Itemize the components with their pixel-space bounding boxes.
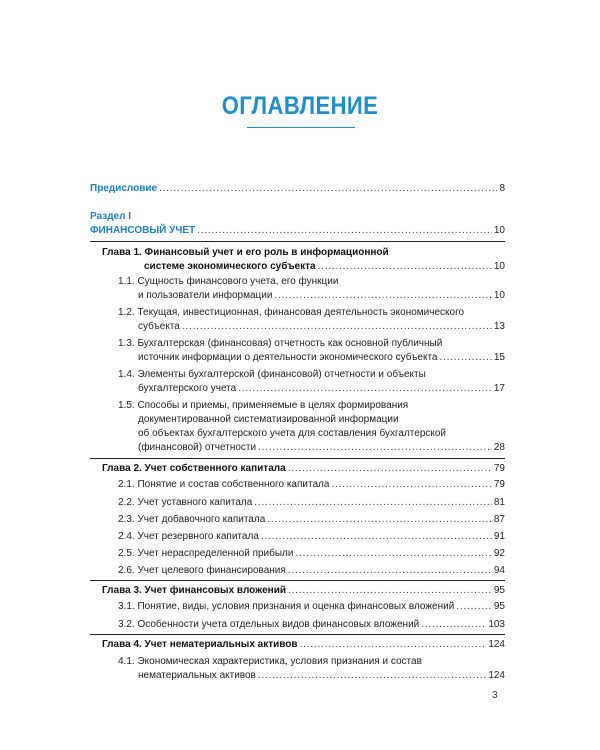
toc-entry-label: источник информации о деятельности экономического субъекта (138, 352, 438, 363)
toc-entry-1-5-line1[interactable]: 1.5. Способы и приемы, применяемые в целях формирования (118, 400, 409, 411)
toc-entry-label: 2.3. Учет добавочного капитала (118, 514, 266, 525)
separator-line (90, 458, 505, 459)
toc-page-number: 17 (493, 383, 505, 394)
toc-entry-1-1[interactable] (138, 289, 505, 302)
toc-entry-chapter-1[interactable] (144, 260, 505, 273)
chapter-1-title-line1[interactable]: Глава 1. Финансовый учет и его роль в информационной (102, 247, 389, 258)
toc-entry-3-1[interactable] (118, 600, 505, 613)
toc-page-number: 94 (493, 565, 505, 576)
toc-entry-2-2[interactable] (118, 496, 505, 509)
toc-entry-1-5[interactable] (138, 441, 505, 454)
toc-entry-1-3[interactable] (138, 351, 505, 364)
toc-entry-chapter-3[interactable] (102, 584, 505, 597)
toc-entry-1-1-line1[interactable]: 1.1. Сущность финансового учета, его функции (118, 276, 339, 287)
toc-page-number: 124 (488, 639, 505, 650)
toc-entry-label: (финансовой) отчетности (138, 442, 257, 453)
toc-entry-label: системе экономического субъекта (144, 261, 316, 272)
toc-page-number: 95 (493, 601, 505, 612)
toc-page-number: 95 (493, 585, 505, 596)
toc-entry-chapter-4[interactable] (102, 638, 505, 651)
dot-leader (318, 260, 492, 273)
toc-page-number: 81 (493, 497, 505, 508)
toc-page-number: 10 (493, 261, 505, 272)
toc-entry-label: 3.2. Особенности учета отдельных видов финансовых вложений (118, 619, 420, 630)
toc-page-number: 28 (493, 442, 505, 453)
toc-entry-section-1[interactable] (90, 224, 505, 237)
separator-line (90, 580, 505, 581)
dot-leader (238, 382, 492, 395)
toc-entry-label: 2.4. Учет резервного капитала (118, 531, 259, 542)
dot-leader (159, 182, 497, 195)
toc-entry-label: 3.1. Понятие, виды, условия признания и оценка финансовых вложений (118, 601, 455, 612)
dot-leader (261, 530, 492, 543)
toc-page-number: 8 (499, 183, 505, 194)
dot-leader (456, 600, 492, 613)
page-title: ОГЛАВЛЕНИЕ (221, 92, 379, 120)
toc-page-number: 79 (493, 479, 505, 490)
title-underline (247, 127, 355, 128)
dot-leader (267, 513, 492, 526)
toc-page-number: 15 (493, 352, 505, 363)
dot-leader (331, 478, 491, 491)
toc-entry-label: ФИНАНСОВЫЙ УЧЕТ (90, 225, 196, 236)
toc-entry-2-5[interactable] (118, 547, 505, 560)
toc-page-number: 79 (493, 463, 505, 474)
toc-page-number: 124 (488, 670, 505, 681)
toc-entry-1-4[interactable] (138, 382, 505, 395)
dot-leader (274, 289, 491, 302)
separator-line (90, 241, 505, 242)
dot-leader (258, 441, 492, 454)
toc-entry-label: 2.5. Учет нераспределенной прибыли (118, 548, 294, 559)
page-number: 3 (492, 690, 498, 701)
toc-entry-label: 2.2. Учет уставного капитала (118, 497, 253, 508)
section-label: Раздел I (90, 211, 132, 222)
toc-entry-2-4[interactable] (118, 530, 505, 543)
dot-leader (197, 224, 492, 237)
toc-entry-label: субъекта (138, 321, 180, 332)
toc-page-number: 10 (493, 290, 505, 301)
toc-entry-1-2[interactable] (138, 320, 505, 333)
toc-entry-1-5-line3[interactable]: об объектах бухгалтерского учета для составления бухгалтерской (138, 428, 447, 439)
toc-page-number: 13 (493, 321, 505, 332)
toc-page-number: 87 (493, 514, 505, 525)
toc-entry-4-1[interactable] (138, 669, 505, 682)
toc-entry-2-3[interactable] (118, 513, 505, 526)
dot-leader (288, 462, 492, 475)
dot-leader (439, 351, 491, 364)
dot-leader (258, 669, 486, 682)
toc-page-number: 91 (493, 531, 505, 542)
toc-entry-1-2-line1[interactable]: 1.2. Текущая, инвестиционная, финансовая деятельность экономического (118, 307, 465, 318)
toc-entry-preface[interactable] (90, 182, 505, 195)
dot-leader (288, 564, 492, 577)
dot-leader (254, 496, 492, 509)
toc-entry-label: и пользователи информации (138, 290, 273, 301)
dot-leader (295, 547, 491, 560)
toc-page-number: 103 (488, 619, 505, 630)
dot-leader (300, 638, 487, 651)
toc-entry-chapter-2[interactable] (102, 462, 505, 475)
toc-entry-1-4-line1[interactable]: 1.4. Элементы бухгалтерской (финансовой) отчетности и объекты (118, 369, 426, 380)
toc-entry-1-3-line1[interactable]: 1.3. Бухгалтерская (финансовая) отчетность как основной публичный (118, 338, 443, 349)
toc-page-number: 10 (493, 225, 505, 236)
separator-line (90, 634, 505, 635)
toc-entry-label: Глава 3. Учет финансовых вложений (102, 585, 286, 596)
toc-entry-label: нематериальных активов (138, 670, 256, 681)
dot-leader (288, 584, 492, 597)
toc-page-number: 92 (493, 548, 505, 559)
toc-entry-label: Предисловие (90, 183, 158, 194)
toc-entry-label: 2.6. Учет целевого финансирования (118, 565, 286, 576)
toc-entry-2-1[interactable] (118, 478, 505, 491)
toc-entry-3-2[interactable] (118, 618, 505, 631)
toc-entry-label: Глава 4. Учет нематериальных активов (102, 639, 298, 650)
toc-entry-label: Глава 2. Учет собственного капитала (102, 463, 286, 474)
dot-leader (182, 320, 492, 333)
toc-entry-4-1-line1[interactable]: 4.1. Экономическая характеристика, условия признания и состав (118, 656, 422, 667)
dot-leader (421, 618, 486, 631)
toc-entry-label: бухгалтерского учета (138, 383, 237, 394)
toc-entry-label: 2.1. Понятие и состав собственного капитала (118, 479, 330, 490)
toc-entry-1-5-line2[interactable]: документированной систематизированной информации (138, 414, 399, 425)
toc-entry-2-6[interactable] (118, 564, 505, 577)
